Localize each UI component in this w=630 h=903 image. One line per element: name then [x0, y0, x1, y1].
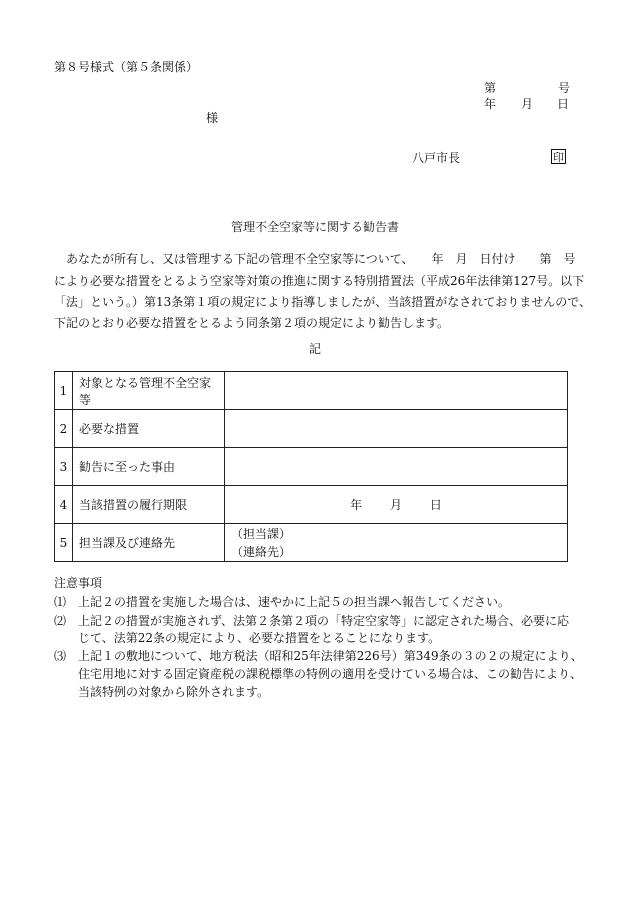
body-line: 下記のとおり必要な措置をとるよう同条第２項の規定により勧告します。 [54, 316, 450, 330]
seal-stamp: 印 [553, 151, 564, 164]
date-day-label: 日 [557, 97, 570, 111]
note-item [54, 648, 583, 664]
department-label: （担当課） [231, 526, 292, 541]
deadline-year-label: 年 [350, 498, 363, 512]
row-label: 当該措置の履行期限 [73, 486, 225, 524]
row-number: 2 [55, 410, 73, 448]
note-text: 上記２の措置が実施されず、法第２条第２項の「特定空家等」に認定された場合、必要に応 [78, 614, 570, 628]
row-number: 3 [55, 448, 73, 486]
body-line: 「法」という。）第13条第１項の規定により指導しましたが、当該措置がなされておりませんので、 [54, 295, 592, 309]
row-label: 必要な措置 [73, 410, 225, 448]
row-label: 担当課及び連絡先 [73, 524, 225, 562]
note-marker: ⑶ [54, 649, 67, 663]
row-number: 5 [55, 524, 73, 562]
note-text: 上記２の措置を実施した場合は、速やかに上記５の担当課へ報告してください。 [78, 595, 511, 609]
row-number: 1 [55, 372, 73, 410]
note-item [54, 594, 510, 610]
row-number: 4 [55, 486, 73, 524]
table-row [55, 524, 568, 562]
notes-title: 注意事項 [54, 576, 103, 590]
body-line: により必要な措置をとるよう空家等対策の推進に関する特別措置法（平成26年法律第127号。以下 [54, 274, 585, 288]
note-text: 上記１の敷地について、地方税法（昭和25年法律第226号）第349条の３の２の規定により、 [78, 649, 583, 663]
doc-number-label: 第 [484, 81, 497, 95]
deadline-day-label: 日 [429, 498, 442, 512]
form-number: 第８号様式（第５条関係） [54, 60, 199, 74]
ki-heading: 記 [308, 342, 321, 356]
note-marker: ⑴ [54, 595, 67, 609]
items-table [54, 371, 568, 562]
document-title: 管理不全空家等に関する勧告書 [230, 220, 399, 234]
table-row [55, 410, 568, 448]
doc-number-suffix: 号 [558, 81, 571, 95]
date-month-label: 月 [521, 97, 534, 111]
table-row [55, 372, 568, 410]
body-line: あなたが所有し、又は管理する下記の管理不全空家等について、 年 月 日付け 第 号 [66, 252, 576, 266]
deadline-date [225, 486, 568, 524]
note-text-continued: 住宅用地に対する固定資産税の課税標準の特例の適用を受けている場合は、この勧告により、 [78, 667, 583, 681]
date-year-label: 年 [484, 97, 497, 111]
row-label: 対象となる管理不全空家等 [73, 372, 225, 410]
contact-cell [225, 524, 568, 562]
table-row [55, 486, 568, 524]
table-row [55, 448, 568, 486]
issuer-name: 八戸市長 [412, 151, 461, 165]
contact-label: （連絡先） [231, 544, 292, 559]
note-text-continued: じて、法第22条の規定により、必要な措置をとることになります。 [78, 631, 441, 645]
row-value [225, 410, 568, 448]
note-item [54, 613, 569, 629]
note-text-continued: 当該特例の対象から除外されます。 [78, 685, 270, 699]
row-value [225, 372, 568, 410]
row-value [225, 448, 568, 486]
deadline-month-label: 月 [389, 498, 402, 512]
note-marker: ⑵ [54, 614, 67, 628]
row-label: 勧告に至った事由 [73, 448, 225, 486]
addressee-suffix: 様 [206, 111, 219, 125]
